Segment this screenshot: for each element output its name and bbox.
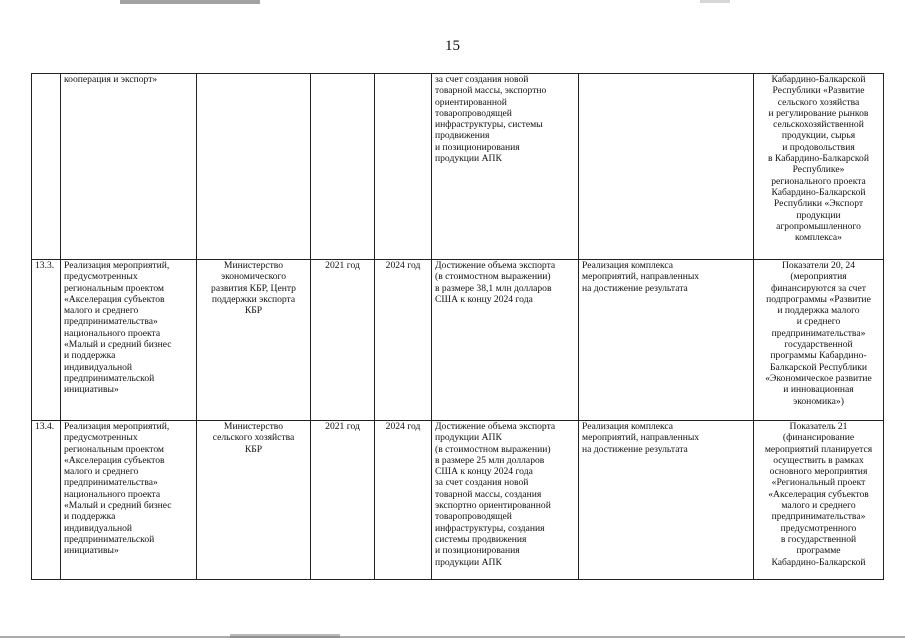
cell-link <box>579 74 754 260</box>
scan-artifact-bottom-marks <box>230 634 340 638</box>
cell-executor <box>197 74 311 260</box>
cell-note: Показатели 20, 24 (мероприятия финансируются за счет подпрограммы «Развитие и поддержка малого и среднего предпринимательства» государственной программы Кабардино- Балкарской Республики «Экономическое развитие и инновационная экономика») <box>754 260 884 421</box>
cell-result: за счет создания новой товарной массы, экспортно ориентированной товаропроводящей инфраструктуры, системы продвижения и позиционирования продукции АПК <box>432 74 579 260</box>
cell-result: Достижение объема экспорта продукции АПК (в стоимостном выражении) в размере 25 млн долларов США к концу 2024 года за счет создания новой товарной массы, создания экспортно ориентированной товаропроводящей инфраструктуры, создания системы продвижения и позиционирования продукции АПК <box>432 421 579 580</box>
cell-end: 2024 год <box>375 421 432 580</box>
scan-artifact-top-right <box>700 0 730 3</box>
cell-note: Кабардино-Балкарской Республики «Развитие сельского хозяйства и регулирование рынков сельскохозяйственной продукции, сырья и продовольствия в Кабардино-Балкарской Республике» регионального проекта Кабардино-Балкарской Республики «Экспорт продукции агропромышленного комплекса» <box>754 74 884 260</box>
cell-number: 13.3. <box>32 260 61 421</box>
page-number: 15 <box>445 38 460 54</box>
cell-end: 2024 год <box>375 260 432 421</box>
cell-start: 2021 год <box>311 421 375 580</box>
table-row <box>32 421 884 580</box>
scan-artifact-bottom <box>0 636 905 638</box>
measures-table <box>31 73 884 580</box>
cell-number: 13.4. <box>32 421 61 580</box>
cell-result: Достижение объема экспорта (в стоимостном выражении) в размере 38,1 млн долларов США к концу 2024 года <box>432 260 579 421</box>
cell-start: 2021 год <box>311 260 375 421</box>
table-row <box>32 74 884 260</box>
cell-link: Реализация комплекса мероприятий, направленных на достижение результата <box>579 421 754 580</box>
cell-note: Показатель 21 (финансирование мероприятий планируется осуществить в рамках основного мероприятия «Региональный проект «Акселерация субъектов малого и среднего предпринимательства» предусмотренного в государственной программе Кабардино-Балкарской <box>754 421 884 580</box>
cell-event: Реализация мероприятий, предусмотренных региональным проектом «Акселерация субъектов малого и среднего предпринимательства» национального проекта «Малый и средний бизнес и поддержка индивидуальной предпринимательской инициативы» <box>61 421 197 580</box>
cell-event: кооперация и экспорт» <box>61 74 197 260</box>
scan-artifact-top <box>120 0 260 4</box>
cell-executor: Министерство сельского хозяйства КБР <box>197 421 311 580</box>
cell-event: Реализация мероприятий, предусмотренных региональным проектом «Акселерация субъектов малого и среднего предпринимательства» национального проекта «Малый и средний бизнес и поддержка индивидуальной предпринимательской инициативы» <box>61 260 197 421</box>
cell-start <box>311 74 375 260</box>
cell-end <box>375 74 432 260</box>
cell-link: Реализация комплекса мероприятий, направленных на достижение результата <box>579 260 754 421</box>
cell-number <box>32 74 61 260</box>
cell-executor: Министерство экономического развития КБР, Центр поддержки экспорта КБР <box>197 260 311 421</box>
table-row <box>32 260 884 421</box>
